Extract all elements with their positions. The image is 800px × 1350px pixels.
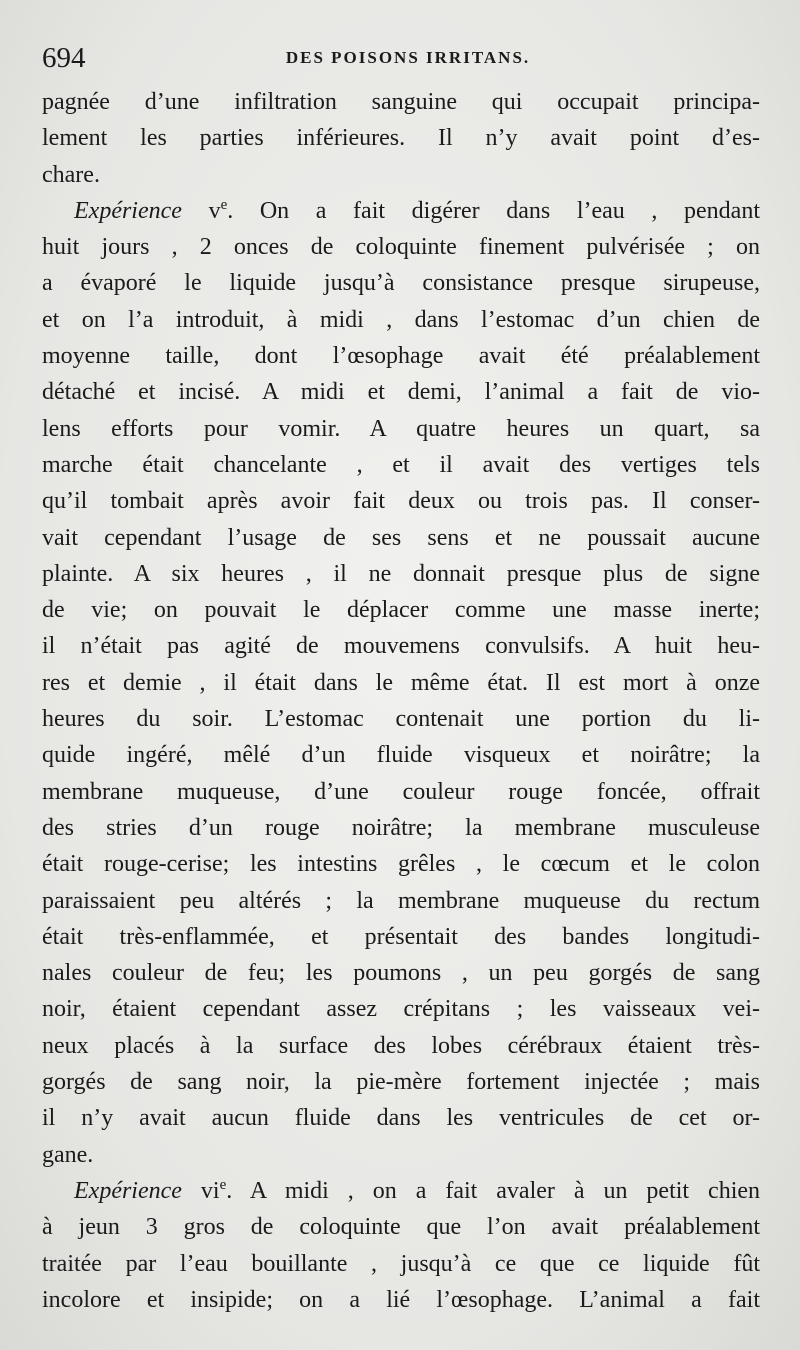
text-line: vait cependant l’usage de ses sens et ne poussait aucune [42,524,760,551]
text-line: nales couleur de feu; les poumons , un peu gorgés de sang [42,960,760,987]
text-line: était rouge-cerise; les intestins grêles , le cœcum et le colon [42,851,760,878]
experiment-heading-line [42,193,760,229]
experiment-superscript: e [220,196,228,213]
text-line: pagnée d’une infiltration sanguine qui occupait principa- [42,89,760,115]
page-header [42,38,758,78]
text-line: huit jours , 2 onces de coloquinte finement pulvérisée ; on [42,234,760,261]
experiment-number: vi [200,1177,220,1204]
text-line: était très-enflammée, et présentait des bandes longitudi- [42,923,760,950]
experiment-text: . A midi , on a fait avaler à un petit chien [226,1177,761,1204]
text-line: neux placés à la surface des lobes cérébraux étaient très- [42,1032,760,1059]
experiment-heading-line [42,1173,760,1209]
text-line: et on l’a introduit, à midi , dans l’estomac d’un chien de [42,306,760,333]
experiment-text: . On a fait digérer dans l’eau , pendant [227,197,761,224]
text-line: membrane muqueuse, d’une couleur rouge foncée, offrait [42,778,760,805]
text-line: moyenne taille, dont l’œsophage avait été préalablement [42,343,760,370]
experiment-label: Expérience [74,1177,182,1204]
text-line: paraissaient peu altérés ; la membrane muqueuse du rectum [42,887,760,914]
running-title: DES POISONS IRRITANS. [285,48,531,67]
text-line: lens efforts pour vomir. A quatre heures un quart, sa [42,415,760,442]
text-line: il n’y avait aucun fluide dans les ventricules de cet or- [42,1105,760,1132]
text-line: heures du soir. L’estomac contenait une portion du li- [42,706,760,733]
text-line: gane. [42,1141,94,1168]
text-line: marche était chancelante , et il avait des vertiges tels [42,451,760,478]
text-line: il n’était pas agité de mouvemens convulsifs. A huit heu- [42,633,760,660]
text-line: lement les parties inférieures. Il n’y avait point d’es- [42,125,760,152]
text-line: plainte. A six heures , il ne donnait presque plus de signe [42,560,760,587]
page-number: 694 [42,42,86,74]
text-line: à jeun 3 gros de coloquinte que l’on avait préalablement [42,1214,760,1241]
experiment-label: Expérience [74,197,182,224]
experiment-number: v [208,197,221,224]
text-line: noir, étaient cependant assez crépitans ; les vaisseaux vei- [42,996,760,1023]
text-line: res et demie , il était dans le même état. Il est mort à onze [42,669,760,696]
text-line: de vie; on pouvait le déplacer comme une masse inerte; [42,597,760,624]
text-line: chare. [42,161,100,188]
experiment-superscript: e [219,1176,227,1193]
body-text [42,84,760,1318]
text-line: incolore et insipide; on a lié l’œsophage. L’animal a fait [42,1286,760,1313]
text-line: quide ingéré, mêlé d’un fluide visqueux et noirâtre; la [42,742,760,769]
text-line: gorgés de sang noir, la pie-mère fortement injectée ; mais [42,1069,760,1096]
text-line: a évaporé le liquide jusqu’à consistance presque sirupeuse, [42,270,760,297]
text-line: qu’il tombait après avoir fait deux ou trois pas. Il conser- [42,488,760,515]
text-line: traitée par l’eau bouillante , jusqu’à ce que ce liquide fût [42,1250,760,1277]
text-line: des stries d’un rouge noirâtre; la membrane musculeuse [42,814,760,841]
text-line: détaché et incisé. A midi et demi, l’animal a fait de vio- [42,379,760,406]
